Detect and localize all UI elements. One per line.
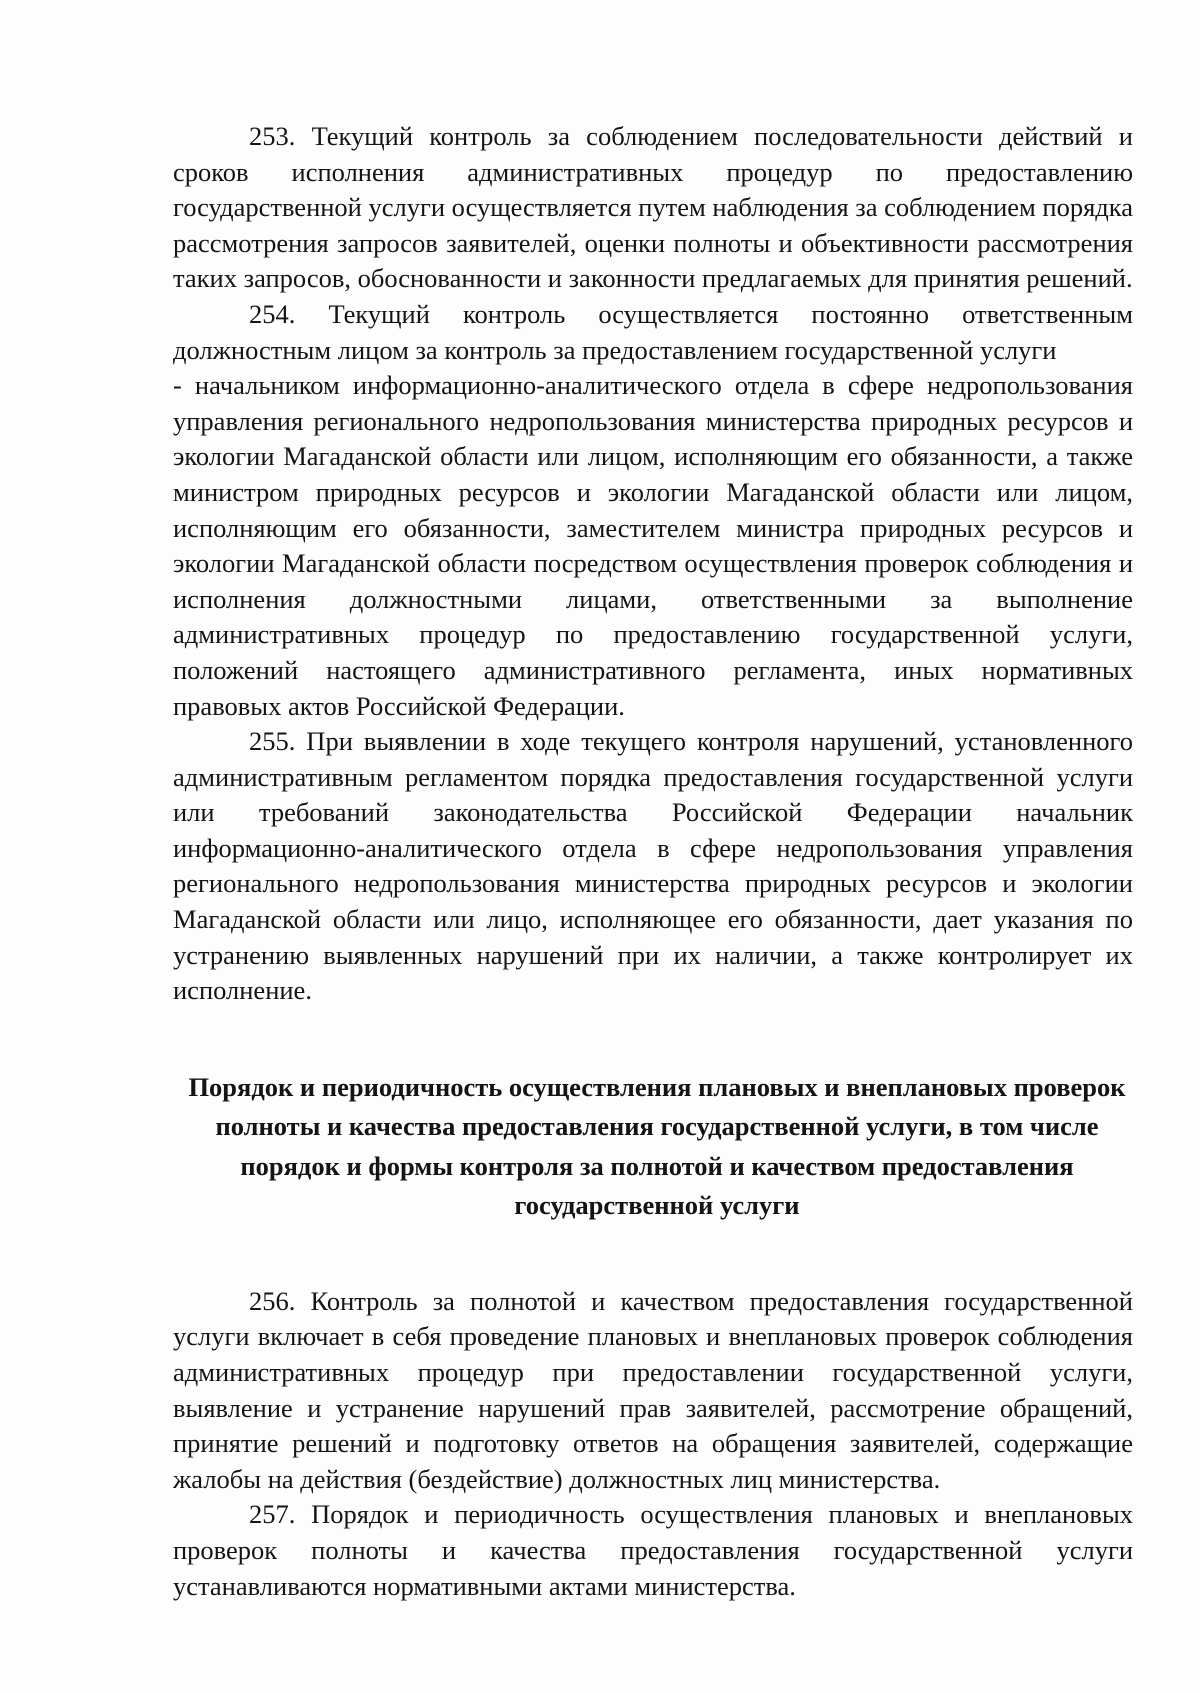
spacer [173,1009,1133,1068]
paragraph-255: 255. При выявлении в ходе текущего контроля нарушений, установленного административным регламентом порядка предоставления государственной услуги или требований законодательства Российской Федерации начальник информационно-аналитического отдела в сфере недропользования управления регионального недропользования министерства природных ресурсов и экологии Магаданской области или лицо, исполняющее его обязанности, дает указания по устранению выявленных нарушений при их наличии, а также контролирует их исполнение. [173,726,1133,1006]
paragraph-254-continuation: - начальником информационно-аналитического отдела в сфере недропользования управления регионального недропользования министерства природных ресурсов и экологии Магаданской области или лицом, исполняющим его обязанности, а также министром природных ресурсов и экологии Магаданской области или лицом, исполняющим его обязанности, заместителем министра природных ресурсов и экологии Магаданской области посредством осуществления проверок соблюдения и исполнения должностными лицами, ответственными за выполнение административных процедур по предоставлению государственной услуги, положений настоящего административного регламента, иных нормативных правовых актов Российской Федерации. [173,370,1133,721]
spacer [173,1226,1133,1284]
paragraph-256: 256. Контроль за полнотой и качеством предоставления государственной услуги включает в себя проведение плановых и внеплановых проверок соблюдения административных процедур при предоставлении государственной услуги, выявление и устранение нарушений прав заявителей, рассмотрение обращений, принятие решений и подготовку ответов на обращения заявителей, содержащие жалобы на действия (бездействие) должностных лиц министерства. [173,1285,1133,1494]
section-heading: Порядок и периодичность осуществления плановых и внеплановых проверок полноты и качества предоставления государственной услуги, в том числе порядок и формы контроля за полнотой и качеством предоставления государственной услуги [188,1071,1126,1221]
paragraph-254 [173,297,1133,724]
paragraph-257: 257. Порядок и периодичность осуществления плановых и внеплановых проверок полноты и качества предоставления государственной услуги устанавливаются нормативными актами министерства. [173,1499,1133,1601]
paragraph-253: 253. Текущий контроль за соблюдением последовательности действий и сроков исполнения административных процедур по предоставлению государственной услуги осуществляется путем наблюдения за соблюдением порядка рассмотрения запросов заявителей, оценки полноты и объективности рассмотрения таких запросов, обоснованности и законности предлагаемых для принятия решений. [173,121,1133,294]
paragraph-254-lead: 254. Текущий контроль осуществляется постоянно ответственным должностным лицом за контроль за предоставлением государственной услуги [173,298,1133,365]
document-body [173,119,1133,1604]
